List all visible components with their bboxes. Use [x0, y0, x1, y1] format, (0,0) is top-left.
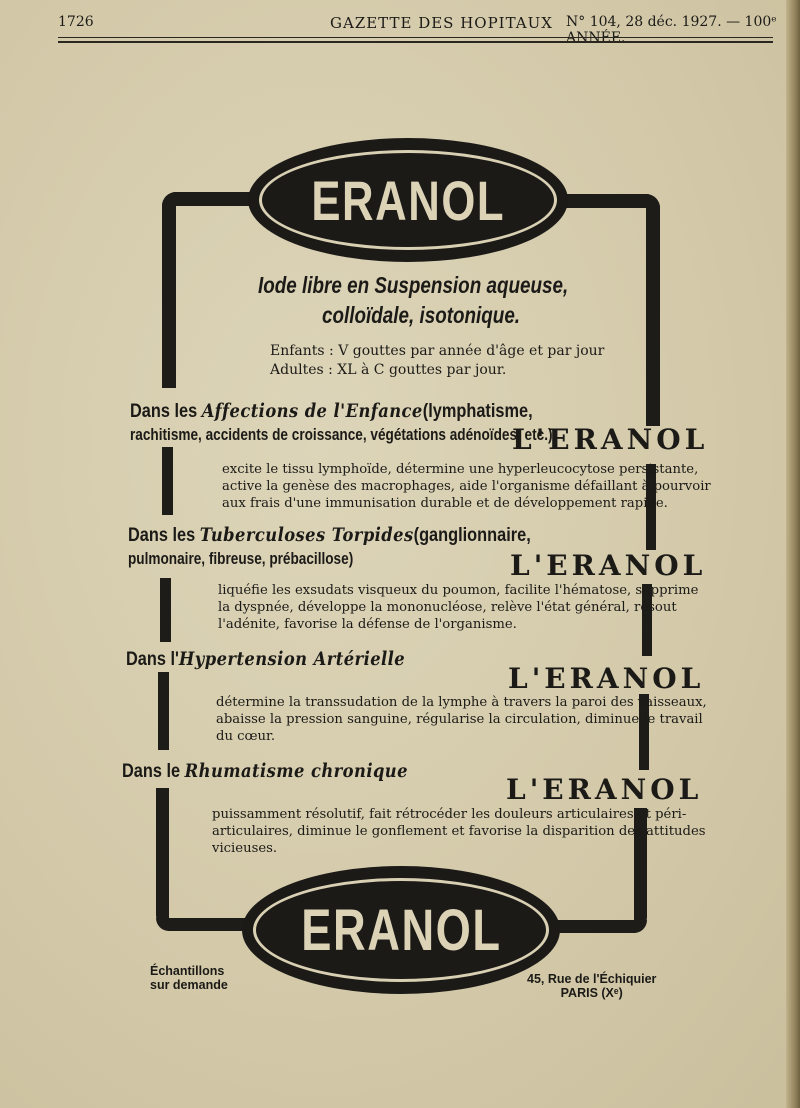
header-rule-thick [58, 41, 773, 43]
page-number: 1726 [58, 14, 94, 30]
section-3-title: Hypertension Artérielle [178, 648, 406, 670]
section-1-body [222, 461, 711, 512]
section-3-heading [126, 648, 405, 671]
frame-left-bar-2 [160, 578, 171, 642]
section-4-brand: L'ERANOL [506, 773, 703, 806]
header-rule [58, 37, 773, 38]
section-2-title: Tuberculoses Torpides [199, 524, 414, 546]
page-edge [786, 0, 800, 1108]
samples-line-1: Échantillons [150, 964, 225, 978]
eranol-logo-bottom [242, 866, 560, 994]
samples-line-2: sur demande [150, 978, 228, 992]
dosage-children: Enfants : V gouttes par année d'âge et par jour [270, 343, 605, 359]
page-header [58, 12, 778, 46]
frame-top-right [560, 194, 660, 208]
frame-top-left [162, 192, 262, 206]
section-1-prefix: Dans les [130, 401, 202, 422]
section-1-subtitle: rachitisme, accidents de croissance, végétations adénoïdes, etc.) [130, 425, 553, 444]
samples-note [150, 964, 228, 992]
section-1-subtitle-inline: (lymphatisme, [422, 401, 533, 422]
section-1-heading [130, 400, 533, 423]
frame-left-bar-3 [158, 672, 169, 750]
section-4-line-2: articulaires, diminue le gonflement et favorise la disparition des attitudes [212, 824, 706, 839]
section-3-prefix: Dans l' [126, 649, 179, 670]
section-2-heading [128, 524, 531, 547]
journal-title: GAZETTE DES HOPITAUX [330, 14, 553, 32]
frame-left-bottom [156, 788, 169, 928]
dosage-adults: Adultes : XL à C gouttes par jour. [270, 362, 507, 378]
section-3-line-3: du cœur. [216, 729, 276, 744]
frame-bottom-right [548, 920, 647, 933]
section-4-line-3: vicieuses. [212, 841, 278, 856]
section-3-brand: L'ERANOL [508, 662, 705, 695]
section-4-prefix: Dans le [122, 761, 185, 782]
address [527, 972, 656, 1000]
section-4-line-1: puissamment résolutif, fait rétrocéder les douleurs articulaires et péri- [212, 807, 687, 822]
logo-text: ERANOL [311, 168, 505, 232]
section-2-subtitle-inline: (ganglionnaire, [413, 525, 531, 546]
section-2-subtitle: pulmonaire, fibreuse, prébacillose) [128, 549, 354, 568]
issue-info: N° 104, 28 déc. 1927. — 100ᵉ ANNÉE. [566, 14, 777, 46]
section-2-body [218, 582, 698, 633]
section-3-body [216, 694, 707, 745]
frame-right-top [646, 194, 660, 426]
eranol-logo-top [248, 138, 568, 262]
tagline-line-2: colloïdale, isotonique. [322, 302, 521, 328]
section-4-title: Rhumatisme chronique [184, 760, 408, 782]
section-4-heading [122, 760, 408, 783]
section-2-line-3: l'adénite, favorise la défense de l'organisme. [218, 617, 517, 632]
frame-left-top [162, 192, 176, 388]
section-1-brand: L'ERANOL [512, 423, 709, 456]
address-line-1: 45, Rue de l'Échiquier [527, 972, 657, 986]
section-1-line-1: excite le tissu lymphoïde, détermine une hyperleucocytose persistante, [222, 462, 699, 477]
section-2-line-2: la dyspnée, développe la mononucléose, relève l'état général, résout [218, 600, 677, 615]
frame-left-bar-1 [162, 447, 173, 515]
address-line-2: PARIS (Xᵉ) [560, 986, 623, 1000]
section-1-title: Affections de l'Enfance [201, 400, 423, 422]
section-4-body [212, 806, 706, 857]
section-3-line-2: abaisse la pression sanguine, régularise la circulation, diminue le travail [216, 712, 703, 727]
section-2-prefix: Dans les [128, 525, 200, 546]
section-2-brand: L'ERANOL [510, 549, 707, 582]
tagline-line-1: Iode libre en Suspension aqueuse, [258, 272, 569, 298]
section-3-line-1: détermine la transsudation de la lymphe à travers la paroi des vaisseaux, [216, 695, 707, 710]
section-1-line-3: aux frais d'une immunisation durable et de développement rapide. [222, 496, 668, 511]
section-2-line-1: liquéfie les exsudats visqueux du poumon, facilite l'hématose, supprime [218, 583, 699, 598]
section-1-line-2: active la genèse des macrophages, aide l'organisme défaillant à pourvoir [222, 479, 711, 494]
logo-text-bottom: ERANOL [300, 897, 502, 963]
